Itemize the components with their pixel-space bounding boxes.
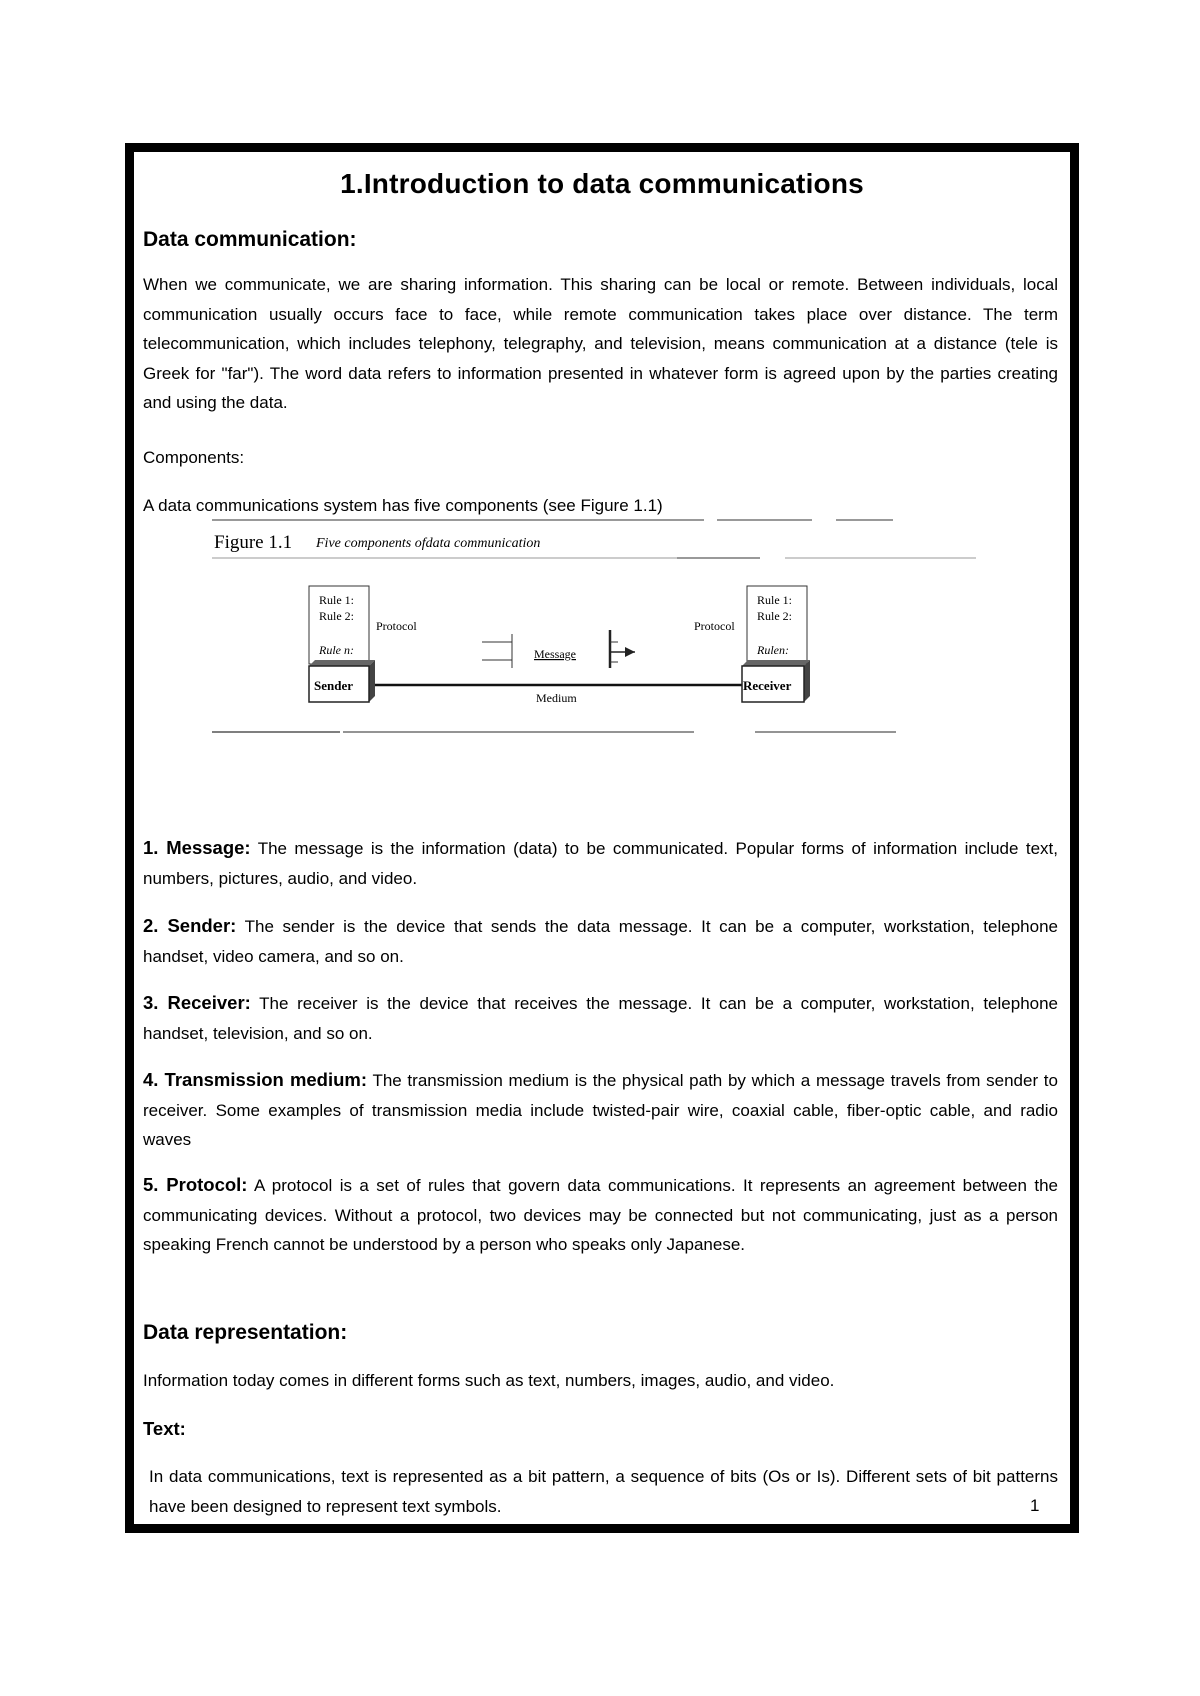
component-sender [143,911,1058,971]
receiver-label: Receiver [743,678,792,693]
component-message [143,833,1058,893]
component-text: The transmission medium is the physical path by which a message travels from sender to receiver. Some examples of transmission media include twisted-pair wire, coaxial cable, fiber-optic cable, and radio waves [143,1071,1058,1149]
intro-paragraph: When we communicate, we are sharing information. This sharing can be local or remote. Between individuals, local communication usually occurs face to face, while remote communication takes place over distance. The term telecommunication, which includes telephony, telegraphy, and television, means communication at a distance (tele is Greek for "far"). The word data refers to information presented in whatever form is agreed upon by the parties creating and using the data. [143,275,1058,412]
figure-five-components [212,514,1002,774]
text-subheading: Text: [143,1418,186,1439]
sender-device [309,660,375,702]
sender-rule-2: Rule 2: [319,609,354,623]
component-label: 3. Receiver: [143,992,251,1013]
components-label: Components: [143,448,245,467]
receiver-rules-box [747,586,807,664]
medium-label: Medium [536,691,577,705]
receiver-rule-1: Rule 1: [757,593,792,607]
component-text: A protocol is a set of rules that govern data communications. It represents an agreement between the communicating devices. Without a protocol, two devices may be connected but not communicating, just as a person speaking French cannot be understood by a person who speaks only Japanese. [143,1176,1058,1254]
page-title: 1.Introduction to data communications [340,168,864,199]
representation-intro: Information today comes in different forms such as text, numbers, images, audio, and video. [143,1371,835,1390]
component-text: The message is the information (data) to be communicated. Popular forms of information include text, numbers, pictures, audio, and video. [143,839,1059,888]
protocol-label-left: Protocol [376,619,417,633]
text-paragraph: In data communications, text is represented as a bit pattern, a sequence of bits (Os or Is). Different sets of bit patterns have been designed to represent text symbols. [149,1467,1058,1516]
component-text: The receiver is the device that receives the message. It can be a computer, workstation, telephone handset, television, and so on. [143,994,1059,1043]
figure-number: Figure 1.1 [214,532,293,553]
sender-label: Sender [314,678,353,693]
section-heading-data-communication: Data communication: [143,228,357,251]
receiver-device [742,660,810,702]
figure-caption: Five components ofdata communication [316,536,541,551]
receiver-rule-n: Rulen: [757,643,789,657]
message-label: Message [534,647,576,661]
component-label: 2. Sender: [143,915,237,936]
sender-rule-1: Rule 1: [319,593,354,607]
page-number: 1 [1030,1496,1040,1515]
component-label: 4. Transmission medium: [143,1069,368,1090]
sender-rule-n: Rule n: [319,643,354,657]
components-intro: A data communications system has five components (see Figure 1.1) [143,496,663,515]
page-frame [125,143,1079,1533]
component-protocol [143,1170,1058,1260]
component-receiver [143,988,1058,1048]
section-heading-data-representation: Data representation: [143,1321,348,1344]
receiver-rule-2: Rule 2: [757,609,792,623]
protocol-label-right: Protocol [694,619,735,633]
component-text: The sender is the device that sends the data message. It can be a computer, workstation, telephone handset, video camera, and so on. [143,917,1058,966]
component-label: 5. Protocol: [143,1174,248,1195]
component-label: 1. Message: [143,837,251,858]
sender-rules-box [309,586,369,664]
component-transmission-medium [143,1065,1058,1155]
